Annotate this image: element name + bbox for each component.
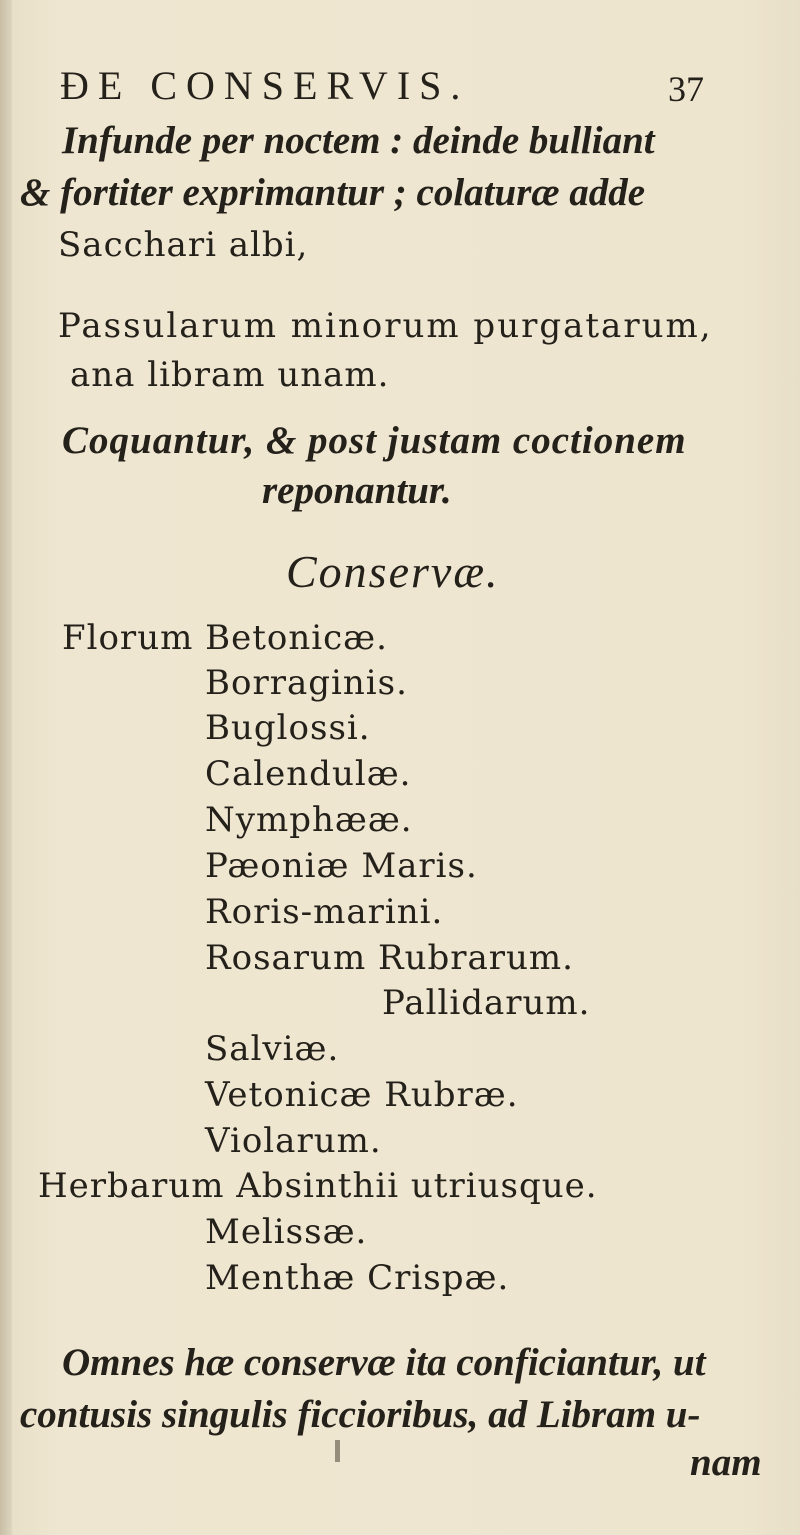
- section-title: Conservæ.: [286, 546, 500, 597]
- list-item: Roris-marini.: [205, 892, 444, 932]
- catchword: nam: [690, 1441, 762, 1484]
- page-gutter: [0, 0, 12, 1535]
- closing-line: contusis singulis ficcioribus, ad Libram u-: [20, 1393, 701, 1436]
- list-group-label: Florum Betonicæ.: [62, 618, 388, 658]
- list-item: Pæoniæ Maris.: [205, 846, 478, 886]
- list-item: Salviæ.: [205, 1029, 340, 1069]
- list-item: Calendulæ.: [205, 754, 412, 794]
- page-number: 37: [668, 69, 704, 109]
- running-title: ÐE CONSERVIS.: [60, 63, 470, 108]
- ink-mark: [335, 1440, 340, 1462]
- recipe-line: ana libram unam.: [70, 355, 390, 395]
- list-group-label: Herbarum Absinthii utriusque.: [38, 1166, 598, 1206]
- list-item: Melissæ.: [205, 1212, 368, 1252]
- list-item: Rosarum Rubrarum.: [205, 938, 574, 978]
- recipe-line: Infunde per noctem : deinde bulliant: [62, 119, 655, 162]
- list-item: Nymphææ.: [205, 800, 413, 840]
- recipe-line: reponantur.: [262, 469, 452, 512]
- list-item: Borraginis.: [205, 663, 408, 703]
- list-item: Violarum.: [205, 1121, 382, 1161]
- recipe-line: Sacchari albi,: [58, 225, 309, 265]
- recipe-line: Passularum minorum purgatarum,: [58, 306, 713, 346]
- list-item: Buglossi.: [205, 708, 371, 748]
- list-item: Menthæ Crispæ.: [205, 1258, 510, 1298]
- recipe-line: Coquantur, & post justam coctionem: [62, 419, 687, 462]
- recipe-line: & fortiter exprimantur ; colaturæ adde: [20, 171, 646, 214]
- list-item: Vetonicæ Rubræ.: [205, 1075, 519, 1115]
- closing-line: Omnes hæ conservæ ita conficiantur, ut: [62, 1341, 706, 1384]
- list-item: Pallidarum.: [382, 983, 591, 1023]
